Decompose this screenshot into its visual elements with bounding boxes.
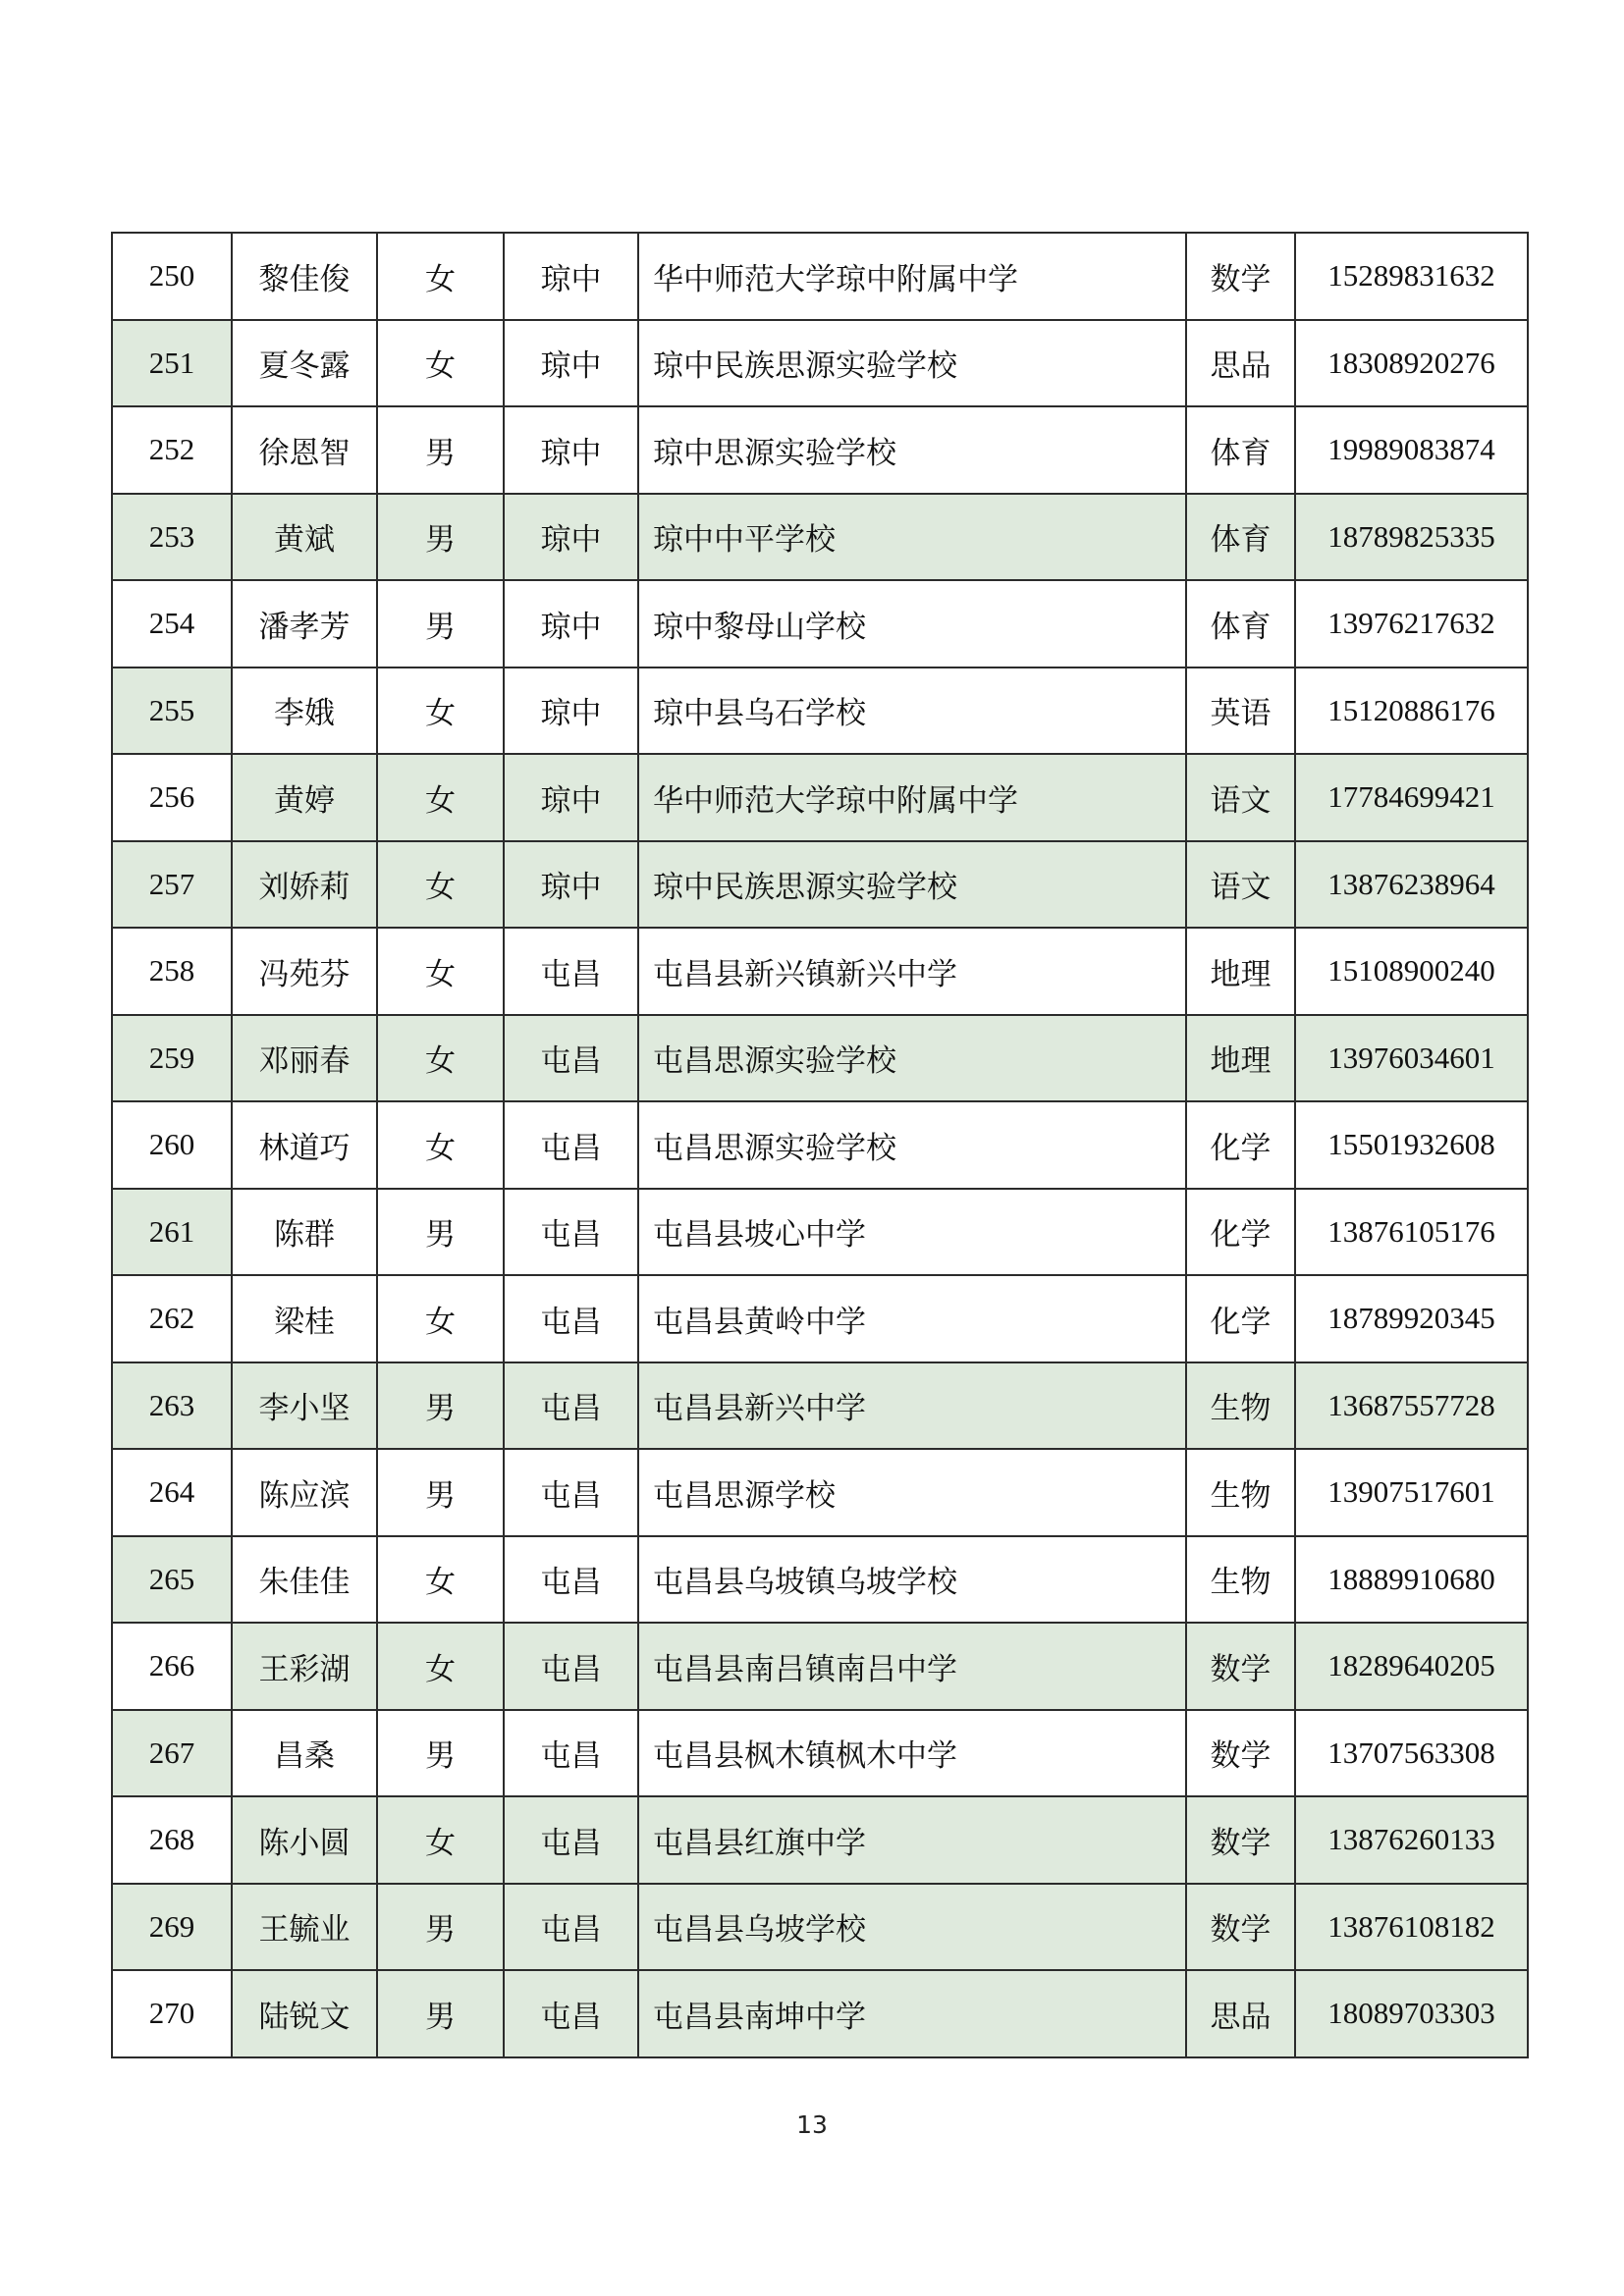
subject-cell: 生物	[1186, 1536, 1295, 1624]
subject-cell: 地理	[1186, 1015, 1295, 1102]
county-cell: 琼中	[504, 754, 638, 841]
phone-cell: 13976217632	[1295, 580, 1528, 667]
table-row	[112, 320, 1528, 407]
school-cell: 华中师范大学琼中附属中学	[638, 754, 1186, 841]
teacher-name-cell: 刘娇莉	[232, 841, 377, 929]
gender-cell: 女	[377, 754, 504, 841]
school-cell: 屯昌县红旗中学	[638, 1796, 1186, 1884]
row-number-cell: 262	[112, 1275, 232, 1362]
subject-cell: 化学	[1186, 1101, 1295, 1189]
teacher-name-cell: 黄斌	[232, 494, 377, 581]
row-number-cell: 265	[112, 1536, 232, 1624]
county-cell: 琼中	[504, 841, 638, 929]
subject-cell: 体育	[1186, 494, 1295, 581]
phone-cell: 19989083874	[1295, 406, 1528, 494]
row-number-cell: 258	[112, 928, 232, 1015]
teacher-name-cell: 冯苑芬	[232, 928, 377, 1015]
table-row	[112, 1884, 1528, 1971]
row-number-cell: 267	[112, 1710, 232, 1797]
gender-cell: 女	[377, 667, 504, 755]
county-cell: 琼中	[504, 406, 638, 494]
school-cell: 屯昌县南吕镇南吕中学	[638, 1623, 1186, 1710]
phone-cell: 13876105176	[1295, 1189, 1528, 1276]
county-cell: 琼中	[504, 494, 638, 581]
school-cell: 琼中黎母山学校	[638, 580, 1186, 667]
county-cell: 屯昌	[504, 1449, 638, 1536]
county-cell: 屯昌	[504, 1101, 638, 1189]
phone-cell: 18889910680	[1295, 1536, 1528, 1624]
school-cell: 屯昌县乌坡学校	[638, 1884, 1186, 1971]
teacher-name-cell: 陈小圆	[232, 1796, 377, 1884]
row-number-cell: 270	[112, 1970, 232, 2057]
county-cell: 琼中	[504, 233, 638, 320]
subject-cell: 数学	[1186, 233, 1295, 320]
county-cell: 屯昌	[504, 1189, 638, 1276]
subject-cell: 生物	[1186, 1449, 1295, 1536]
phone-cell: 13687557728	[1295, 1362, 1528, 1450]
phone-cell: 13876108182	[1295, 1884, 1528, 1971]
school-cell: 屯昌思源学校	[638, 1449, 1186, 1536]
row-number-cell: 266	[112, 1623, 232, 1710]
gender-cell: 男	[377, 1710, 504, 1797]
teacher-name-cell: 黄婷	[232, 754, 377, 841]
row-number-cell: 252	[112, 406, 232, 494]
phone-cell: 15289831632	[1295, 233, 1528, 320]
table-row	[112, 1710, 1528, 1797]
subject-cell: 数学	[1186, 1796, 1295, 1884]
phone-cell: 18789825335	[1295, 494, 1528, 581]
county-cell: 屯昌	[504, 1884, 638, 1971]
gender-cell: 女	[377, 841, 504, 929]
gender-cell: 男	[377, 406, 504, 494]
subject-cell: 思品	[1186, 320, 1295, 407]
county-cell: 屯昌	[504, 928, 638, 1015]
subject-cell: 体育	[1186, 406, 1295, 494]
subject-cell: 数学	[1186, 1623, 1295, 1710]
row-number-cell: 268	[112, 1796, 232, 1884]
gender-cell: 男	[377, 494, 504, 581]
row-number-cell: 254	[112, 580, 232, 667]
teacher-name-cell: 林道巧	[232, 1101, 377, 1189]
teacher-name-cell: 王彩湖	[232, 1623, 377, 1710]
teacher-name-cell: 昌桑	[232, 1710, 377, 1797]
phone-cell: 13907517601	[1295, 1449, 1528, 1536]
table-row	[112, 1536, 1528, 1624]
subject-cell: 语文	[1186, 841, 1295, 929]
school-cell: 琼中民族思源实验学校	[638, 841, 1186, 929]
teacher-name-cell: 李小坚	[232, 1362, 377, 1450]
subject-cell: 语文	[1186, 754, 1295, 841]
school-cell: 琼中中平学校	[638, 494, 1186, 581]
subject-cell: 化学	[1186, 1189, 1295, 1276]
school-cell: 琼中思源实验学校	[638, 406, 1186, 494]
teacher-name-cell: 黎佳俊	[232, 233, 377, 320]
teacher-name-cell: 陆锐文	[232, 1970, 377, 2057]
phone-cell: 13707563308	[1295, 1710, 1528, 1797]
phone-cell: 18789920345	[1295, 1275, 1528, 1362]
school-cell: 屯昌县新兴中学	[638, 1362, 1186, 1450]
county-cell: 屯昌	[504, 1970, 638, 2057]
teacher-name-cell: 朱佳佳	[232, 1536, 377, 1624]
gender-cell: 女	[377, 1536, 504, 1624]
county-cell: 琼中	[504, 320, 638, 407]
teacher-name-cell: 陈群	[232, 1189, 377, 1276]
gender-cell: 男	[377, 1189, 504, 1276]
teacher-name-cell: 李娥	[232, 667, 377, 755]
phone-cell: 15108900240	[1295, 928, 1528, 1015]
county-cell: 屯昌	[504, 1275, 638, 1362]
gender-cell: 男	[377, 1449, 504, 1536]
teacher-name-cell: 潘孝芳	[232, 580, 377, 667]
row-number-cell: 255	[112, 667, 232, 755]
teacher-roster-table	[111, 232, 1529, 2058]
table-row	[112, 928, 1528, 1015]
county-cell: 琼中	[504, 580, 638, 667]
teacher-name-cell: 梁桂	[232, 1275, 377, 1362]
gender-cell: 女	[377, 1796, 504, 1884]
table-row	[112, 233, 1528, 320]
row-number-cell: 250	[112, 233, 232, 320]
table-row	[112, 667, 1528, 755]
gender-cell: 女	[377, 1015, 504, 1102]
school-cell: 屯昌县枫木镇枫木中学	[638, 1710, 1186, 1797]
table-row	[112, 1970, 1528, 2057]
subject-cell: 英语	[1186, 667, 1295, 755]
table-row	[112, 1101, 1528, 1189]
teacher-name-cell: 徐恩智	[232, 406, 377, 494]
table-row	[112, 1623, 1528, 1710]
gender-cell: 女	[377, 1101, 504, 1189]
county-cell: 琼中	[504, 667, 638, 755]
row-number-cell: 269	[112, 1884, 232, 1971]
subject-cell: 生物	[1186, 1362, 1295, 1450]
gender-cell: 男	[377, 1970, 504, 2057]
subject-cell: 数学	[1186, 1884, 1295, 1971]
table-row	[112, 406, 1528, 494]
roster-body	[112, 233, 1528, 2057]
teacher-name-cell: 夏冬露	[232, 320, 377, 407]
school-cell: 琼中民族思源实验学校	[638, 320, 1186, 407]
table-row	[112, 580, 1528, 667]
gender-cell: 女	[377, 928, 504, 1015]
table-row	[112, 1275, 1528, 1362]
gender-cell: 女	[377, 1623, 504, 1710]
phone-cell: 15120886176	[1295, 667, 1528, 755]
school-cell: 屯昌思源实验学校	[638, 1101, 1186, 1189]
county-cell: 屯昌	[504, 1796, 638, 1884]
school-cell: 屯昌县黄岭中学	[638, 1275, 1186, 1362]
county-cell: 屯昌	[504, 1015, 638, 1102]
table-row	[112, 1189, 1528, 1276]
row-number-cell: 264	[112, 1449, 232, 1536]
school-cell: 屯昌县南坤中学	[638, 1970, 1186, 2057]
phone-cell: 13876238964	[1295, 841, 1528, 929]
page-number: 13	[796, 2110, 828, 2139]
subject-cell: 地理	[1186, 928, 1295, 1015]
school-cell: 屯昌县乌坡镇乌坡学校	[638, 1536, 1186, 1624]
school-cell: 华中师范大学琼中附属中学	[638, 233, 1186, 320]
subject-cell: 思品	[1186, 1970, 1295, 2057]
subject-cell: 化学	[1186, 1275, 1295, 1362]
phone-cell: 18289640205	[1295, 1623, 1528, 1710]
subject-cell: 体育	[1186, 580, 1295, 667]
gender-cell: 女	[377, 233, 504, 320]
row-number-cell: 261	[112, 1189, 232, 1276]
teacher-name-cell: 陈应滨	[232, 1449, 377, 1536]
teacher-name-cell: 王毓业	[232, 1884, 377, 1971]
row-number-cell: 257	[112, 841, 232, 929]
school-cell: 琼中县乌石学校	[638, 667, 1186, 755]
phone-cell: 13876260133	[1295, 1796, 1528, 1884]
table-row	[112, 754, 1528, 841]
row-number-cell: 256	[112, 754, 232, 841]
table-row	[112, 1796, 1528, 1884]
row-number-cell: 259	[112, 1015, 232, 1102]
teacher-name-cell: 邓丽春	[232, 1015, 377, 1102]
county-cell: 屯昌	[504, 1536, 638, 1624]
phone-cell: 18308920276	[1295, 320, 1528, 407]
gender-cell: 男	[377, 580, 504, 667]
row-number-cell: 263	[112, 1362, 232, 1450]
row-number-cell: 253	[112, 494, 232, 581]
phone-cell: 15501932608	[1295, 1101, 1528, 1189]
row-number-cell: 251	[112, 320, 232, 407]
table-row	[112, 1449, 1528, 1536]
phone-cell: 13976034601	[1295, 1015, 1528, 1102]
county-cell: 屯昌	[504, 1362, 638, 1450]
table-row	[112, 1015, 1528, 1102]
school-cell: 屯昌思源实验学校	[638, 1015, 1186, 1102]
row-number-cell: 260	[112, 1101, 232, 1189]
gender-cell: 女	[377, 320, 504, 407]
table-row	[112, 494, 1528, 581]
county-cell: 屯昌	[504, 1710, 638, 1797]
gender-cell: 女	[377, 1275, 504, 1362]
county-cell: 屯昌	[504, 1623, 638, 1710]
gender-cell: 男	[377, 1884, 504, 1971]
school-cell: 屯昌县坡心中学	[638, 1189, 1186, 1276]
gender-cell: 男	[377, 1362, 504, 1450]
phone-cell: 17784699421	[1295, 754, 1528, 841]
phone-cell: 18089703303	[1295, 1970, 1528, 2057]
table-row	[112, 841, 1528, 929]
school-cell: 屯昌县新兴镇新兴中学	[638, 928, 1186, 1015]
table-row	[112, 1362, 1528, 1450]
subject-cell: 数学	[1186, 1710, 1295, 1797]
